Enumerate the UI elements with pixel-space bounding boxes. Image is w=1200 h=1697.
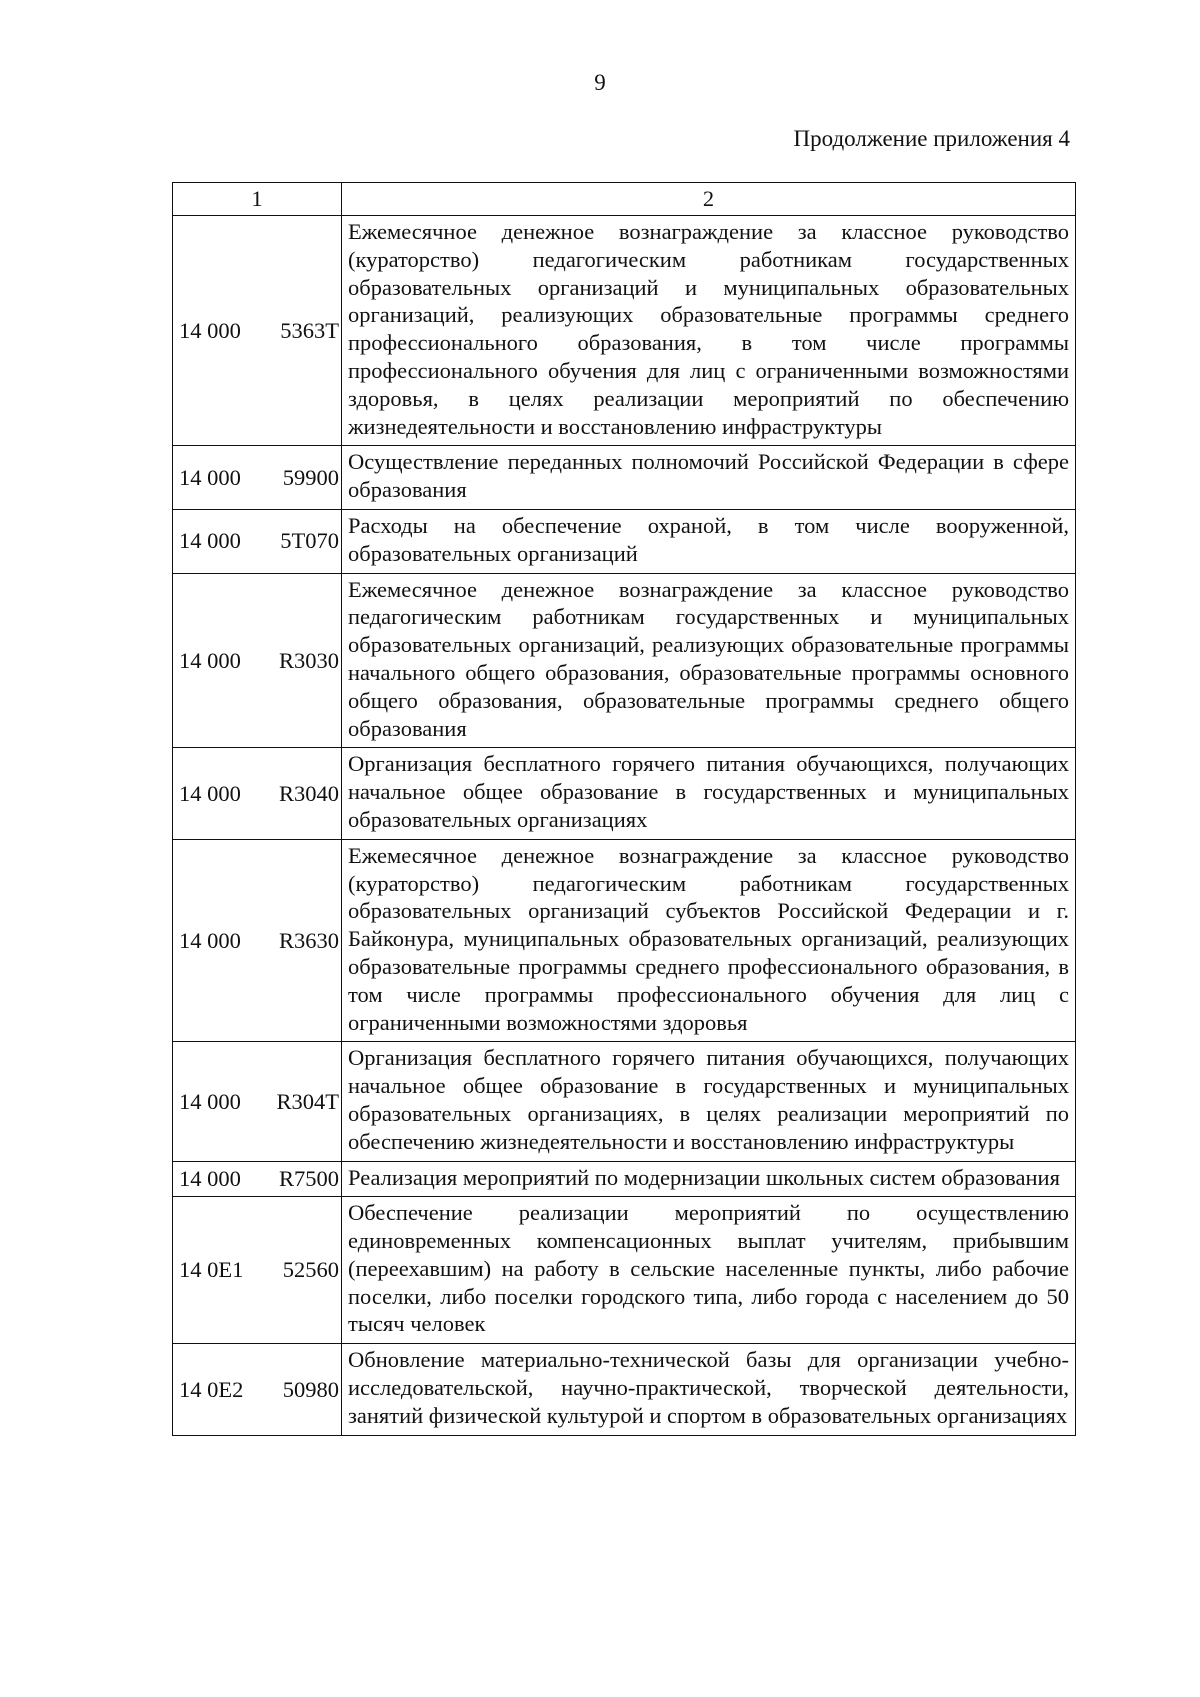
table-row bbox=[173, 839, 1076, 1042]
expense-code: R304Т bbox=[276, 1088, 339, 1114]
code-cell bbox=[173, 748, 342, 839]
description-cell: Осуществление переданных полномочий Российской Федерации в сфере образования bbox=[342, 446, 1076, 510]
continuation-label: Продолжение приложения 4 bbox=[793, 126, 1070, 151]
description-cell: Обеспечение реализации мероприятий по осуществлению единовременных компенсационных выплат учителям, прибывшим (переехавшим) на работу в сельские населенные пункты, либо рабочие поселки, либо поселки городского типа, либо города с населением до 50 тысяч человек bbox=[342, 1197, 1076, 1344]
expense-code: 5Т070 bbox=[280, 528, 339, 554]
program-code: 14 000 bbox=[179, 647, 241, 673]
description-cell: Ежемесячное денежное вознаграждение за классное руководство (кураторство) педагогическим работникам государственных образовательных организаций и муниципальных образовательных организаций, реализующих образовательные программы среднего профессионального образования, в том числе программы профессионального обучения для лиц с ограниченными возможностями здоровья, в целях реализации мероприятий по обеспечению жизнедеятельности и восстановлению инфраструктуры bbox=[342, 216, 1076, 446]
description-cell: Реализация мероприятий по модернизации школьных систем образования bbox=[342, 1161, 1076, 1197]
table-row bbox=[173, 1161, 1076, 1197]
table-row bbox=[173, 1197, 1076, 1344]
table-row bbox=[173, 573, 1076, 748]
description-cell: Организация бесплатного горячего питания обучающихся, получающих начальное общее образование в государственных и муниципальных образовательных организациях bbox=[342, 748, 1076, 839]
table-header-row bbox=[173, 183, 1076, 216]
code-cell bbox=[173, 839, 342, 1042]
expense-code: 50980 bbox=[282, 1376, 339, 1402]
description-cell: Организация бесплатного горячего питания обучающихся, получающих начальное общее образование в государственных и муниципальных образовательных организациях, в целях реализации мероприятий по обеспечению жизнедеятельности и восстановлению инфраструктуры bbox=[342, 1042, 1076, 1161]
expense-code: 5363Т bbox=[280, 317, 339, 343]
expense-code: R7500 bbox=[278, 1166, 339, 1191]
budget-classification-table bbox=[172, 182, 1076, 1436]
table-row bbox=[173, 1042, 1076, 1161]
program-code: 14 000 bbox=[179, 780, 241, 806]
code-cell bbox=[173, 1197, 342, 1344]
description-cell: Обновление материально-технической базы для организации учебно-исследовательской, научно-практической, творческой деятельности, занятий физической культурой и спортом в образовательных организациях bbox=[342, 1344, 1076, 1435]
program-code: 14 000 bbox=[179, 1088, 241, 1114]
code-cell bbox=[173, 509, 342, 573]
description-cell: Ежемесячное денежное вознаграждение за классное руководство (кураторство) педагогическим работникам государственных образовательных организаций субъектов Российской Федерации и г. Байконура, муниципальных образовательных организаций, реализующих образовательные программы среднего профессионального образования, в том числе программы профессионального обучения для лиц с ограниченными возможностями здоровья bbox=[342, 839, 1076, 1042]
page-number: 9 bbox=[594, 70, 606, 95]
table-row bbox=[173, 216, 1076, 446]
column-header-1: 1 bbox=[173, 183, 342, 216]
expense-code: R3040 bbox=[278, 780, 339, 806]
code-cell bbox=[173, 1161, 342, 1197]
program-code: 14 000 bbox=[179, 927, 241, 953]
table-row bbox=[173, 446, 1076, 510]
expense-code: 52560 bbox=[282, 1257, 339, 1283]
expense-code: R3030 bbox=[278, 647, 339, 673]
program-code: 14 000 bbox=[179, 317, 241, 343]
code-cell bbox=[173, 216, 342, 446]
expense-code: R3630 bbox=[278, 927, 339, 953]
code-cell bbox=[173, 573, 342, 748]
table-row bbox=[173, 509, 1076, 573]
column-header-2: 2 bbox=[342, 183, 1076, 216]
code-cell bbox=[173, 446, 342, 510]
program-code: 14 000 bbox=[179, 464, 241, 490]
expense-code: 59900 bbox=[282, 464, 339, 490]
table-row bbox=[173, 1344, 1076, 1435]
program-code: 14 000 bbox=[179, 1166, 241, 1191]
description-cell: Расходы на обеспечение охраной, в том числе вооруженной, образовательных организаций bbox=[342, 509, 1076, 573]
program-code: 14 0Е2 bbox=[179, 1376, 244, 1402]
code-cell bbox=[173, 1344, 342, 1435]
description-cell: Ежемесячное денежное вознаграждение за классное руководство педагогическим работникам государственных и муниципальных образовательных организаций, реализующих образовательные программы начального общего образования, образовательные программы основного общего образования, образовательные программы среднего общего образования bbox=[342, 573, 1076, 748]
program-code: 14 0Е1 bbox=[179, 1257, 244, 1283]
program-code: 14 000 bbox=[179, 528, 241, 554]
code-cell bbox=[173, 1042, 342, 1161]
table-row bbox=[173, 748, 1076, 839]
